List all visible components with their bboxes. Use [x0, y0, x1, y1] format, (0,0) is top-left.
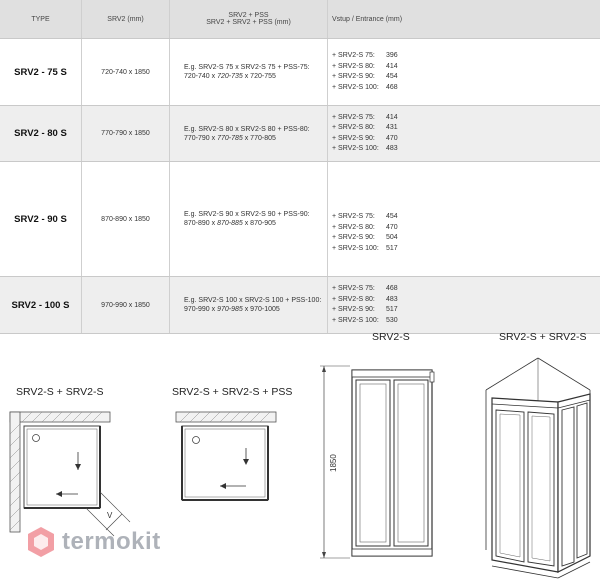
- entrance-value: 431: [386, 124, 398, 131]
- entrance-item: [332, 295, 398, 306]
- entrance-item: [332, 144, 398, 155]
- entrance-item: [332, 51, 398, 62]
- combo-part: 770-790 x: [184, 134, 218, 142]
- combo-part: x 970-1005: [242, 306, 280, 313]
- entrance-key: + SRV2-S 80:: [332, 124, 375, 131]
- combo-part: x 870-905: [242, 220, 276, 227]
- isometric-drawing: [478, 350, 600, 580]
- entrance-value: 414: [386, 113, 398, 121]
- type-label: SRV2 - 75 S: [14, 66, 67, 78]
- entrance-value: 414: [386, 62, 398, 70]
- combo-part: 870-890 x: [184, 220, 218, 227]
- entrance-item: [332, 83, 398, 94]
- entrance-key: + SRV2-S 90:: [332, 306, 375, 313]
- header-combo-line2: SRV2 + SRV2 + PSS (mm): [206, 19, 291, 26]
- entrance-key: + SRV2-S 75:: [332, 52, 375, 59]
- type-label: SRV2 - 90 S: [14, 213, 67, 225]
- entrance-item: [332, 62, 398, 73]
- entrance-value: 454: [386, 213, 398, 220]
- entrance-value: 468: [386, 285, 398, 292]
- combo-part-italic: 720-735: [217, 73, 243, 80]
- entrance-key: + SRV2-S 100:: [332, 145, 379, 152]
- entrance-key: + SRV2-S 75:: [332, 113, 375, 121]
- table-row: [0, 277, 600, 334]
- combo-part-italic: 770-785: [217, 134, 243, 142]
- entrance-item: [332, 113, 398, 124]
- entrance-key: + SRV2-S 100:: [332, 316, 379, 324]
- entrance-key: + SRV2-S 80:: [332, 295, 375, 303]
- entrance-key: + SRV2-S 80:: [332, 223, 375, 231]
- entrance-item: [332, 72, 398, 83]
- entrance-key: + SRV2-S 90:: [332, 73, 375, 80]
- entrance-value: 530: [386, 316, 398, 324]
- combo-line: E.g. SRV2-S 100 x SRV2-S 100 + PSS-100:: [184, 297, 322, 304]
- entrance-value: 396: [386, 52, 398, 59]
- entrance-item: [332, 134, 398, 145]
- combo-part-italic: 970-985: [217, 306, 243, 313]
- combo-line: [184, 72, 310, 81]
- entrance-cell: [328, 106, 600, 161]
- table-row: [0, 106, 600, 162]
- type-cell: [0, 277, 82, 333]
- entrance-key: + SRV2-S 75:: [332, 285, 375, 292]
- combo-line: E.g. SRV2-S 80 x SRV2-S 80 + PSS-80:: [184, 125, 310, 133]
- entrance-key: + SRV2-S 90:: [332, 234, 375, 241]
- type-cell: [0, 106, 82, 161]
- entrance-value: 470: [386, 134, 398, 142]
- watermark-text: termokit: [62, 528, 161, 555]
- height-dim-label: 1850: [329, 454, 338, 472]
- watermark: [26, 522, 161, 562]
- combo-part: x 770-805: [242, 134, 276, 142]
- type-label: SRV2 - 80 S: [14, 128, 67, 139]
- entrance-value: 483: [386, 295, 398, 303]
- entrance-item: [332, 212, 398, 223]
- combo-line: [184, 305, 321, 314]
- entrance-item: [332, 284, 398, 295]
- combo-part: 970-990 x: [184, 306, 218, 313]
- entrance-value: 517: [386, 306, 398, 313]
- combo-line: [184, 219, 310, 228]
- entrance-value: 483: [386, 145, 398, 152]
- size-cell: 870-890 x 1850: [82, 162, 170, 276]
- entrance-value: 470: [386, 223, 398, 231]
- combo-cell: [170, 106, 328, 161]
- entrance-cell: [328, 277, 600, 333]
- entrance-item: [332, 223, 398, 234]
- entrance-value: 504: [386, 234, 398, 241]
- front-elevation-drawing: [318, 358, 443, 570]
- entrance-item: [332, 316, 398, 327]
- entrance-key: + SRV2-S 100:: [332, 83, 379, 91]
- entrance-cell: [328, 162, 600, 276]
- plan-pss-label: SRV2-S + SRV2-S + PSS: [172, 386, 293, 398]
- table-row: [0, 39, 600, 106]
- size-cell: 970-990 x 1850: [82, 277, 170, 333]
- iso-label: SRV2-S + SRV2-S: [499, 331, 587, 343]
- combo-line: [184, 134, 310, 143]
- size-cell: 770-790 x 1850: [82, 106, 170, 161]
- combo-cell: [170, 277, 328, 333]
- entrance-key: + SRV2-S 90:: [332, 134, 375, 142]
- entrance-value: 517: [386, 244, 398, 252]
- entrance-value: 468: [386, 83, 398, 91]
- plan-corner-label: SRV2-S + SRV2-S: [16, 386, 104, 398]
- size-cell: 720-740 x 1850: [82, 39, 170, 105]
- entrance-item: [332, 233, 398, 244]
- combo-cell: [170, 162, 328, 276]
- header-entrance: Vstup / Entrance (mm): [332, 15, 403, 23]
- entrance-item: [332, 305, 398, 316]
- combo-part: 720-740 x: [184, 73, 218, 80]
- entrance-key: + SRV2-S 100:: [332, 244, 379, 252]
- combo-part-italic: 870-885: [217, 220, 243, 227]
- combo-line: E.g. SRV2-S 90 x SRV2-S 90 + PSS-90:: [184, 211, 310, 218]
- entrance-dim-label: V: [107, 511, 113, 520]
- type-label: SRV2 - 100 S: [11, 299, 70, 311]
- type-cell: [0, 39, 82, 105]
- header-combo-line1: SRV2 + PSS: [228, 12, 269, 19]
- header-type: TYPE: [0, 0, 82, 38]
- entrance-item: [332, 123, 398, 134]
- table-row: [0, 162, 600, 277]
- combo-cell: [170, 39, 328, 105]
- header-size: SRV2 (mm): [82, 0, 170, 38]
- entrance-item: [332, 244, 398, 255]
- entrance-value: 454: [386, 73, 398, 80]
- entrance-cell: [328, 39, 600, 105]
- table-header-row: [0, 0, 600, 39]
- type-cell: [0, 162, 82, 276]
- front-label: SRV2-S: [372, 331, 410, 343]
- combo-part: x 720-755: [242, 73, 276, 80]
- header-combo: [170, 0, 328, 38]
- plan-pss-drawing: [176, 412, 286, 512]
- entrance-key: + SRV2-S 80:: [332, 62, 375, 70]
- combo-line: E.g. SRV2-S 75 x SRV2-S 75 + PSS-75:: [184, 64, 310, 71]
- entrance-key: + SRV2-S 75:: [332, 213, 375, 220]
- watermark-hexagon-icon: [26, 525, 56, 559]
